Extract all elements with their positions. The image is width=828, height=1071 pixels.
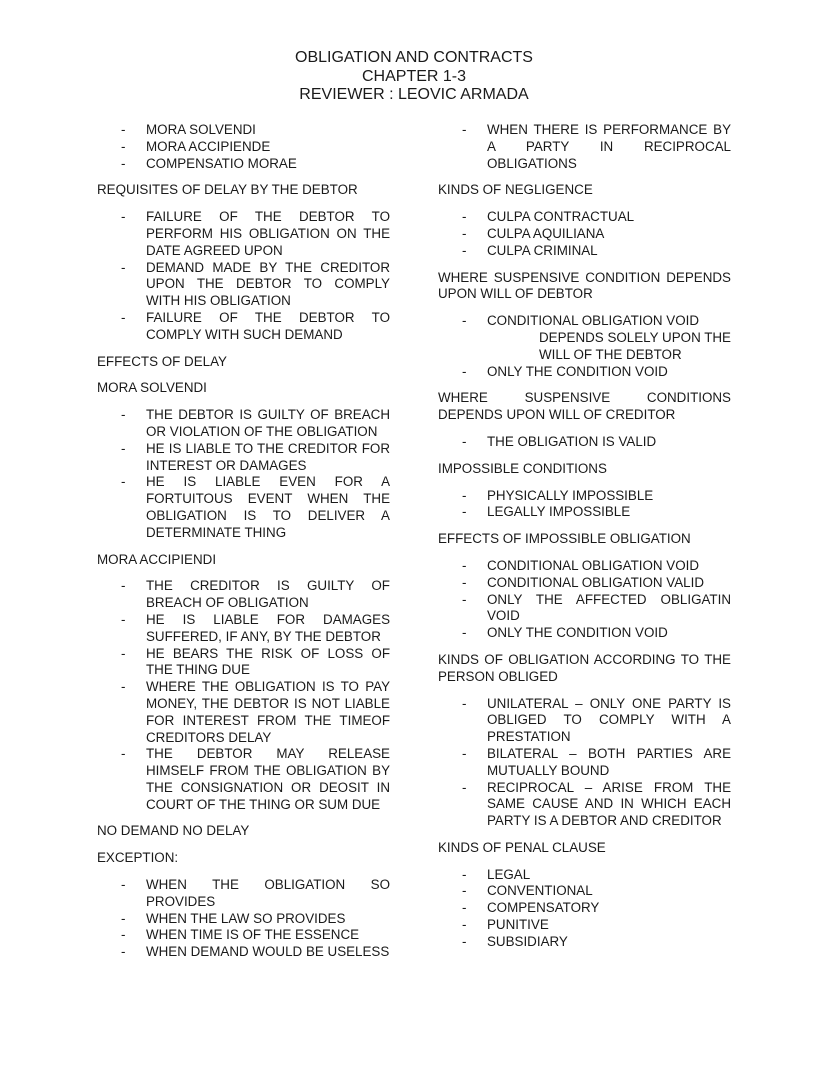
list-item-continuation: DEPENDS SOLELY UPON THE WILL OF THE DEBTOR — [539, 329, 731, 362]
dash-bullet-icon: - — [462, 504, 467, 520]
list-item-text: FAILURE OF THE DEBTOR TO PERFORM HIS OBLIGATION ON THE DATE AGREED UPON — [146, 209, 390, 258]
section-heading: EXCEPTION: — [97, 850, 179, 866]
list-item — [97, 646, 390, 680]
list-item-text: LEGALLY IMPOSSIBLE — [487, 504, 631, 520]
list-item — [438, 434, 731, 451]
bullet-list — [97, 209, 390, 343]
dash-bullet-icon: - — [121, 910, 126, 926]
list-item-text: WHEN THERE IS PERFORMANCE BY A PARTY IN RECIPROCAL OBLIGATIONS — [487, 122, 731, 171]
list-item — [438, 226, 731, 243]
list-item — [438, 209, 731, 226]
list-item-text: LEGAL — [487, 866, 531, 882]
dash-bullet-icon: - — [462, 313, 467, 329]
section-heading: KINDS OF PENAL CLAUSE — [438, 839, 606, 855]
list-item — [438, 883, 731, 900]
bullet-list — [97, 122, 390, 172]
list-item — [438, 558, 731, 575]
list-item — [97, 474, 390, 541]
dash-bullet-icon: - — [121, 927, 126, 943]
list-item-text: FAILURE OF THE DEBTOR TO COMPLY WITH SUCH DEMAND — [146, 309, 390, 342]
bullet-list — [438, 558, 731, 642]
dash-bullet-icon: - — [462, 591, 467, 607]
dash-bullet-icon: - — [462, 225, 467, 241]
dash-bullet-icon: - — [462, 433, 467, 449]
list-item — [438, 934, 731, 951]
list-item-text: HE IS LIABLE EVEN FOR A FORTUITOUS EVENT WHEN THE OBLIGATION IS TO DELIVER A DETERMINATE THING — [146, 474, 390, 540]
bullet-list — [438, 696, 731, 830]
dash-bullet-icon: - — [121, 474, 126, 490]
list-item — [438, 696, 731, 746]
section-heading: WHERE SUSPENSIVE CONDITIONS DEPENDS UPON WILL OF CREDITOR — [438, 390, 731, 423]
list-item — [97, 944, 390, 961]
dash-bullet-icon: - — [462, 625, 467, 641]
list-item-text: WHERE THE OBLIGATION IS TO PAY MONEY, THE DEBTOR IS NOT LIABLE FOR INTEREST FROM THE TIMEOF CREDITORS DELAY — [146, 679, 390, 745]
document-header — [0, 49, 828, 105]
list-item-text: THE OBLIGATION IS VALID — [487, 433, 657, 449]
list-item — [97, 156, 390, 173]
section-heading: MORA SOLVENDI — [97, 380, 207, 396]
list-item — [438, 625, 731, 642]
list-item — [438, 746, 731, 780]
bullet-list — [438, 434, 731, 451]
list-item — [438, 900, 731, 917]
list-item — [97, 407, 390, 441]
list-item-text: COMPENSATORY — [487, 900, 600, 916]
list-item-text: WHEN DEMAND WOULD BE USELESS — [146, 944, 390, 960]
list-item — [438, 488, 731, 505]
list-item-text: MORA ACCIPIENDE — [146, 138, 271, 154]
bullet-list — [97, 407, 390, 541]
list-item — [97, 679, 390, 746]
list-item-text: ONLY THE AFFECTED OBLIGATIN VOID — [487, 591, 731, 624]
list-item-text: CULPA CONTRACTUAL — [487, 209, 635, 225]
dash-bullet-icon: - — [462, 866, 467, 882]
list-item-text: DEMAND MADE BY THE CREDITOR UPON THE DEBTOR TO COMPLY WITH HIS OBLIGATION — [146, 259, 390, 309]
list-item — [97, 927, 390, 944]
list-item-text: CULPA AQUILIANA — [487, 225, 605, 241]
list-item — [97, 209, 390, 259]
dash-bullet-icon: - — [462, 557, 467, 573]
bullet-list — [438, 488, 731, 522]
left-column — [97, 122, 390, 961]
section-heading: REQUISITES OF DELAY BY THE DEBTOR — [97, 182, 358, 198]
dash-bullet-icon: - — [121, 138, 126, 154]
list-item-text: HE BEARS THE RISK OF LOSS OF THE THING DUE — [146, 645, 390, 678]
bullet-list — [438, 122, 731, 172]
list-item-text: CONDITIONAL OBLIGATION VOID — [487, 313, 700, 329]
bullet-list — [438, 867, 731, 951]
bullet-list — [97, 877, 390, 961]
list-item — [438, 364, 731, 381]
section-heading: MORA ACCIPIENDI — [97, 551, 217, 567]
dash-bullet-icon: - — [121, 259, 126, 275]
dash-bullet-icon: - — [462, 745, 467, 761]
dash-bullet-icon: - — [462, 883, 467, 899]
document-reviewer: REVIEWER : LEOVIC ARMADA — [299, 86, 529, 103]
document-chapter: CHAPTER 1-3 — [361, 67, 467, 85]
list-item — [97, 578, 390, 612]
bullet-list — [438, 313, 731, 380]
list-item-text: UNILATERAL – ONLY ONE PARTY IS OBLIGED TO COMPLY WITH A PRESTATION — [487, 695, 731, 745]
bullet-list — [438, 209, 731, 259]
list-item-text: CONVENTIONAL — [487, 883, 593, 899]
list-item — [438, 780, 731, 830]
dash-bullet-icon: - — [121, 122, 126, 137]
document-title: OBLIGATION AND CONTRACTS — [295, 49, 533, 66]
dash-bullet-icon: - — [121, 944, 126, 960]
section-heading: WHERE SUSPENSIVE CONDITION DEPENDS UPON WILL OF DEBTOR — [438, 269, 731, 302]
bullet-list — [97, 578, 390, 813]
list-item — [438, 243, 731, 260]
list-item — [97, 911, 390, 928]
list-item-text: COMPENSATIO MORAE — [146, 155, 297, 171]
list-item — [438, 867, 731, 884]
list-item-text: WHEN THE LAW SO PROVIDES — [146, 910, 346, 926]
list-item-text: PHYSICALLY IMPOSSIBLE — [487, 487, 654, 503]
list-item — [438, 313, 731, 363]
list-item-text: CULPA CRIMINAL — [487, 242, 598, 258]
list-item-text: THE CREDITOR IS GUILTY OF BREACH OF OBLIGATION — [146, 578, 390, 611]
list-item — [97, 260, 390, 310]
dash-bullet-icon: - — [462, 917, 467, 933]
dash-bullet-icon: - — [121, 209, 126, 225]
list-item-text: CONDITIONAL OBLIGATION VALID — [487, 574, 705, 590]
list-item — [97, 877, 390, 911]
section-heading: KINDS OF OBLIGATION ACCORDING TO THE PERSON OBLIGED — [438, 651, 731, 684]
right-column — [438, 122, 731, 951]
section-heading: NO DEMAND NO DELAY — [97, 823, 250, 839]
list-item — [97, 122, 390, 139]
list-item-text: HE IS LIABLE FOR DAMAGES SUFFERED, IF ANY, BY THE DEBTOR — [146, 611, 390, 644]
list-item-text: HE IS LIABLE TO THE CREDITOR FOR INTEREST OR DAMAGES — [146, 440, 390, 473]
dash-bullet-icon: - — [121, 746, 126, 762]
list-item — [97, 441, 390, 475]
dash-bullet-icon: - — [121, 309, 126, 325]
section-heading: EFFECTS OF IMPOSSIBLE OBLIGATION — [438, 531, 691, 547]
dash-bullet-icon: - — [462, 487, 467, 503]
list-item — [438, 504, 731, 521]
dash-bullet-icon: - — [121, 440, 126, 456]
list-item-text: WHEN TIME IS OF THE ESSENCE — [146, 927, 360, 943]
dash-bullet-icon: - — [121, 679, 126, 695]
dash-bullet-icon: - — [121, 407, 126, 423]
list-item — [438, 592, 731, 626]
dash-bullet-icon: - — [462, 933, 467, 949]
list-item-text: ONLY THE CONDITION VOID — [487, 625, 668, 641]
section-heading: KINDS OF NEGLIGENCE — [438, 182, 593, 198]
list-item — [97, 139, 390, 156]
list-item — [97, 612, 390, 646]
dash-bullet-icon: - — [121, 155, 126, 171]
dash-bullet-icon: - — [462, 242, 467, 258]
list-item-text: SUBSIDIARY — [487, 933, 568, 949]
list-item-text: THE DEBTOR IS GUILTY OF BREACH OR VIOLATION OF THE OBLIGATION — [146, 407, 390, 439]
dash-bullet-icon: - — [462, 122, 467, 137]
dash-bullet-icon: - — [462, 779, 467, 795]
dash-bullet-icon: - — [462, 363, 467, 379]
dash-bullet-icon: - — [462, 209, 467, 225]
list-item — [438, 122, 731, 172]
list-item — [97, 746, 390, 813]
list-item-text: CONDITIONAL OBLIGATION VOID — [487, 557, 700, 573]
dash-bullet-icon: - — [121, 877, 126, 893]
dash-bullet-icon: - — [462, 900, 467, 916]
list-item-text: RECIPROCAL – ARISE FROM THE SAME CAUSE AND IN WHICH EACH PARTY IS A DEBTOR AND CREDITOR — [487, 779, 731, 829]
dash-bullet-icon: - — [462, 695, 467, 711]
section-heading: EFFECTS OF DELAY — [97, 353, 227, 369]
list-item — [438, 575, 731, 592]
list-item — [438, 917, 731, 934]
section-heading: IMPOSSIBLE CONDITIONS — [438, 460, 607, 476]
list-item-text: THE DEBTOR MAY RELEASE HIMSELF FROM THE OBLIGATION BY THE CONSIGNATION OR DEOSIT IN COURT OF THE THING OR SUM DUE — [146, 746, 390, 812]
list-item-text: MORA SOLVENDI — [146, 122, 256, 137]
dash-bullet-icon: - — [121, 611, 126, 627]
list-item-text: PUNITIVE — [487, 917, 549, 933]
dash-bullet-icon: - — [462, 574, 467, 590]
dash-bullet-icon: - — [121, 645, 126, 661]
dash-bullet-icon: - — [121, 578, 126, 594]
list-item — [97, 310, 390, 344]
list-item-text: ONLY THE CONDITION VOID — [487, 363, 668, 379]
list-item-text: BILATERAL – BOTH PARTIES ARE MUTUALLY BOUND — [487, 745, 731, 778]
list-item-text: WHEN THE OBLIGATION SO PROVIDES — [146, 877, 390, 909]
